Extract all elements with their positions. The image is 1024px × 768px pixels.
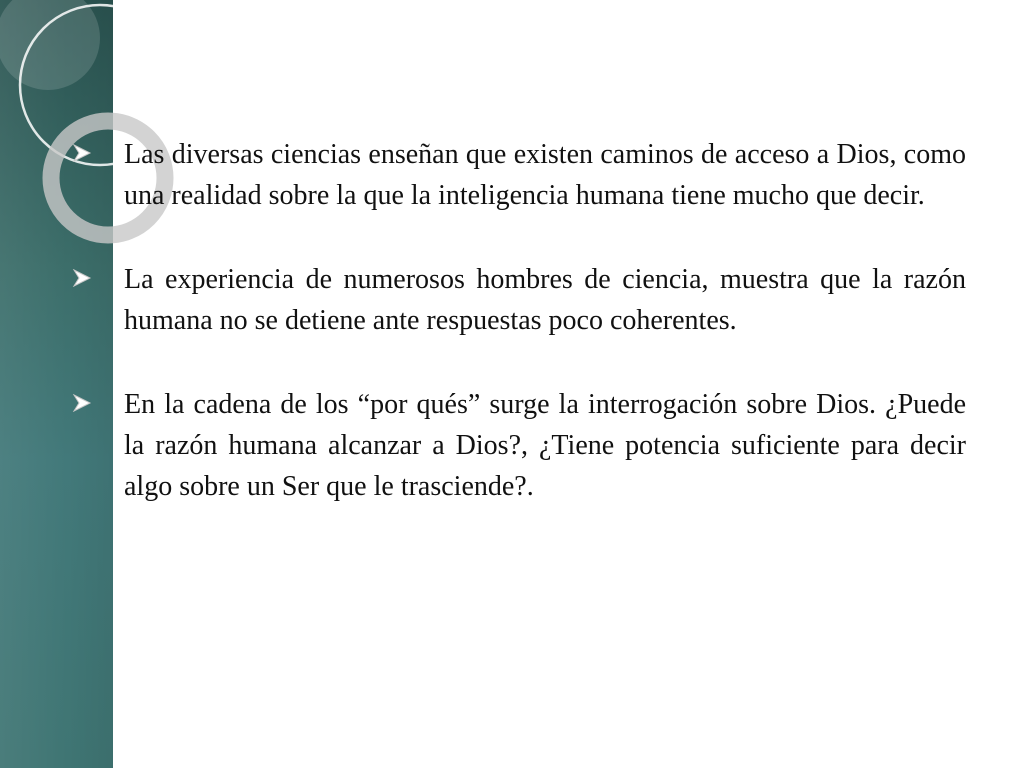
arrowhead-bullet-icon [72, 384, 124, 417]
arrowhead-bullet-icon [72, 134, 124, 167]
list-item [72, 384, 966, 507]
bullet-text: En la cadena de los “por qués” surge la interrogación sobre Dios. ¿Puede la razón humana alcanzar a Dios?, ¿Tiene potencia suficiente para decir algo sobre un Ser que le trasciende?. [124, 389, 966, 502]
bullet-text: La experiencia de numerosos hombres de ciencia, muestra que la razón humana no se detiene ante respuestas poco coherentes. [124, 264, 966, 336]
bullet-list [72, 134, 966, 550]
bullet-text: Las diversas ciencias enseñan que existen caminos de acceso a Dios, como una realidad sobre la que la inteligencia humana tiene mucho que decir. [124, 139, 966, 211]
list-item [72, 259, 966, 341]
arrowhead-bullet-icon [72, 259, 124, 292]
list-item [72, 134, 966, 216]
